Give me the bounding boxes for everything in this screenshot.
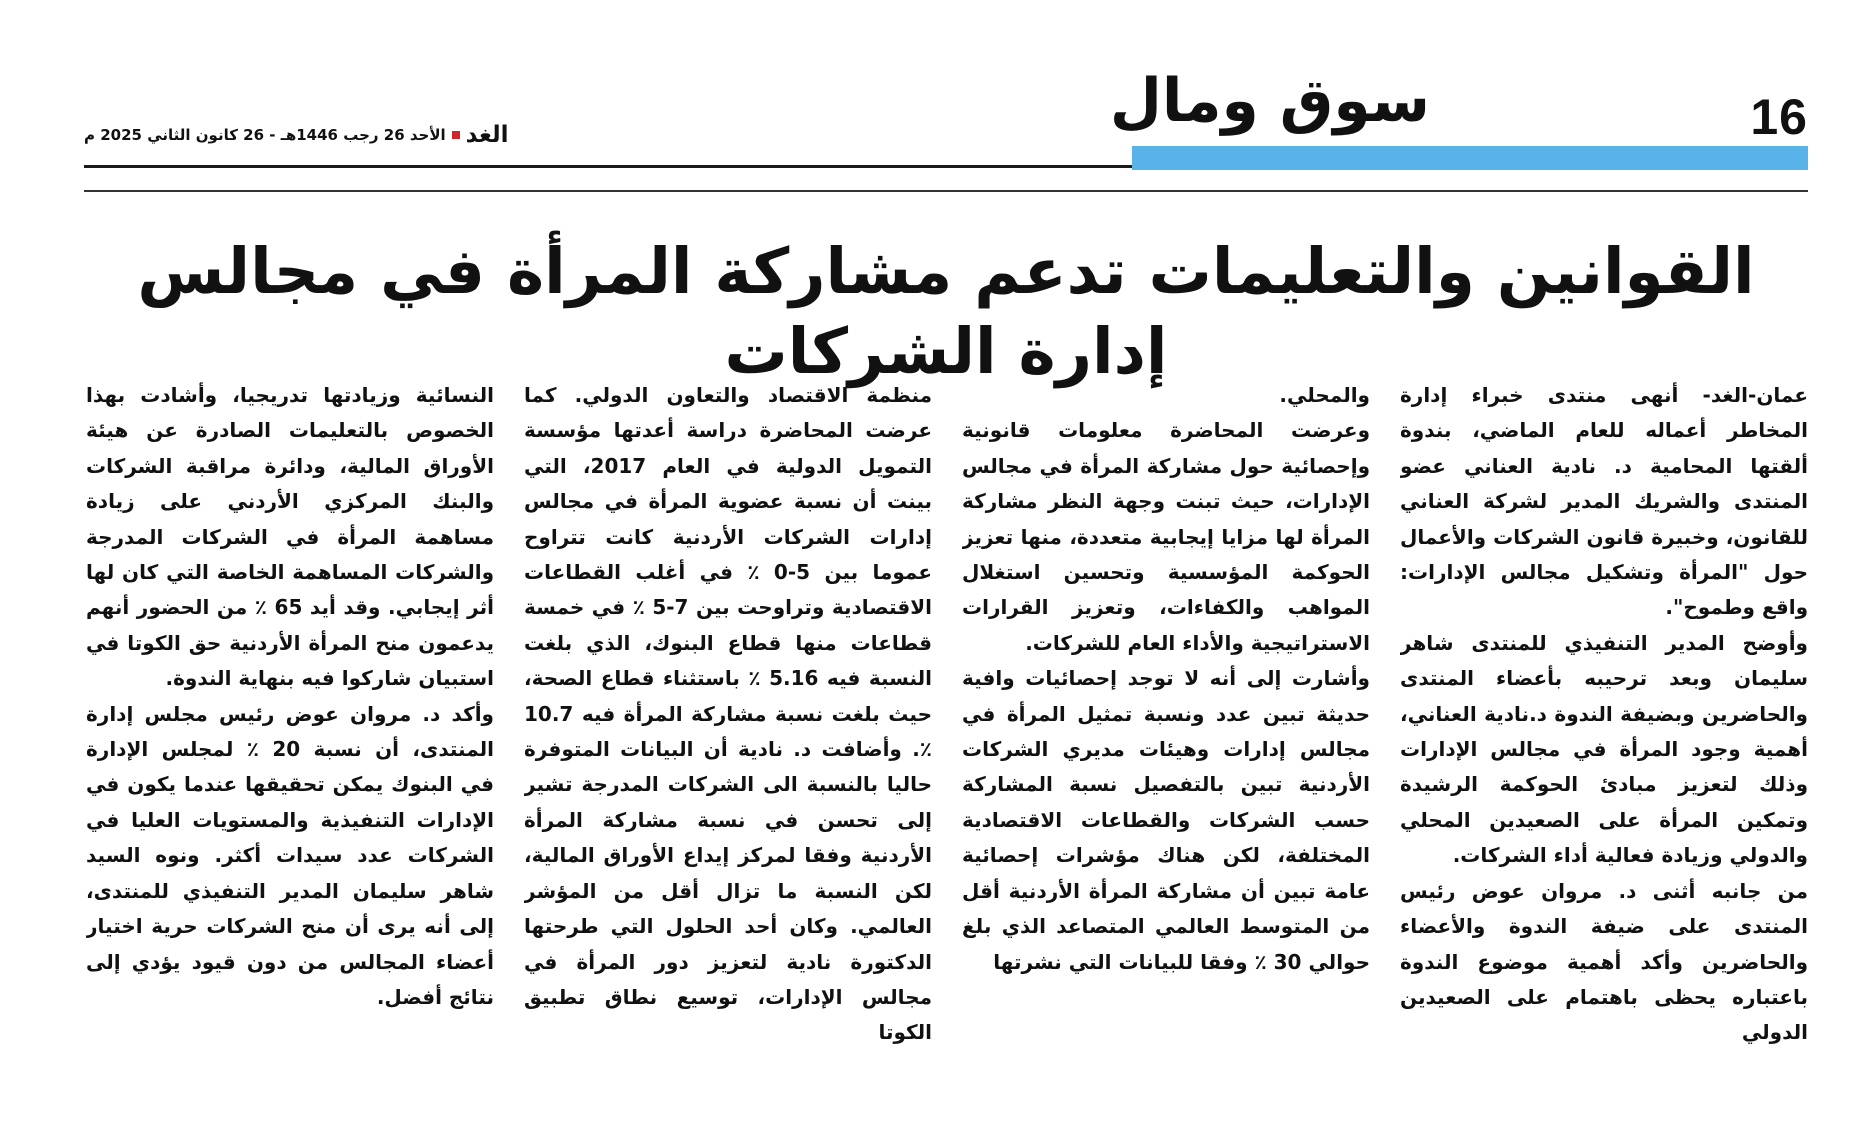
article-column bbox=[86, 378, 494, 1118]
article-body bbox=[84, 378, 1808, 1118]
article-byline: عمان-الغد- bbox=[1702, 383, 1808, 407]
section-color-bar bbox=[1132, 146, 1808, 170]
column-text: منظمة الاقتصاد والتعاون الدولي. كما عرضت المحاضرة دراسة أعدتها مؤسسة التمويل الدولية في العام 2017، التي بينت أن نسبة عضوية المرأة في مجالس إدارات الشركات الأردنية كانت تتراوح عموما بين 5-0 ٪ في أغلب القطاعات الاقتصادية وتراوحت بين 7-5 ٪ في خمسة قطاعات منها قطاع البنوك، الذي بلغت النسبة فيه 5.16 ٪ باستثناء قطاع الصحة، حيث بلغت نسبة مشاركة المرأة فيه 10.7 ٪. وأضافت د. نادية أن البيانات المتوفرة حاليا بالنسبة الى الشركات المدرجة تشير إلى تحسن في نسبة مشاركة المرأة الأردنية وفقا لمركز إيداع الأوراق المالية، لكن النسبة ما تزال أقل من المؤشر العالمي. وكان أحد الحلول التي طرحتها الدكتورة نادية لتعزيز دور المرأة في مجالس الإدارات، توسيع نطاق تطبيق الكوتا bbox=[524, 383, 932, 1045]
article-column bbox=[962, 378, 1370, 1118]
column-text: النسائية وزيادتها تدريجيا، وأشادت بهذا الخصوص بالتعليمات الصادرة عن هيئة الأوراق المالية، ودائرة مراقبة الشركات والبنك المركزي الأردني على زيادة مساهمة المرأة في الشركات المدرجة والشركات المساهمة الخاصة التي كان لها أثر إيجابي. وقد أيد 65 ٪ من الحضور أنهم يدعمون منح المرأة الأردنية حق الكوتا في استبيان شاركوا فيه بنهاية الندوة. وأكد د. مروان عوض رئيس مجلس إدارة المنتدى، أن نسبة 20 ٪ لمجلس الإدارة في البنوك يمكن تحقيقها عندما يكون في الإدارات التنفيذية والمستويات العليا في الشركات عدد سيدات أكثر. ونوه السيد شاهر سليمان المدير التنفيذي للمنتدى، إلى أنه يرى أن منح الشركات حرية اختيار أعضاء المجالس من دون قيود يؤدي إلى نتائج أفضل. bbox=[86, 383, 494, 1009]
header-bottom-rule bbox=[84, 190, 1808, 192]
masthead bbox=[84, 122, 508, 148]
column-text: والمحلي. وعرضت المحاضرة معلومات قانونية وإحصائية حول مشاركة المرأة في مجالس الإدارات، حيث تبنت وجهة النظر مشاركة المرأة لها مزايا إيجابية متعددة، منها تعزيز الحوكمة المؤسسية وتحسين استغلال المواهب والكفاءات، وتعزيز القرارات الاستراتيجية والأداء العام للشركات. وأشارت إلى أنه لا توجد إحصائيات وافية حديثة تبين عدد ونسبة تمثيل المرأة في مجالس إدارات وهيئات مديري الشركات الأردنية تبين بالتفصيل نسبة المشاركة حسب الشركات والقطاعات الاقتصادية المختلفة، لكن هناك مؤشرات إحصائية عامة تبين أن مشاركة المرأة الأردنية أقل من المتوسط العالمي المتصاعد الذي بلغ حوالي 30 ٪ وفقا للبيانات التي نشرتها bbox=[962, 383, 1370, 974]
section-title: سوق ومال bbox=[1109, 66, 1430, 136]
logo-mark-icon bbox=[452, 131, 460, 139]
article-column bbox=[524, 378, 932, 1118]
issue-date: الأحد 26 رجب 1446هـ - 26 كانون الثاني 2025 م bbox=[84, 126, 446, 144]
newspaper-logo: الغد bbox=[465, 122, 509, 148]
article-headline: القوانين والتعليمات تدعم مشاركة المرأة في مجالس إدارة الشركات bbox=[137, 235, 1755, 388]
column-text: أنهى منتدى خبراء إدارة المخاطر أعماله للعام الماضي، بندوة ألقتها المحامية د. نادية العناني عضو المنتدى والشريك المدير لشركة العناني للقانون، وخبيرة قانون الشركات والأعمال حول "المرأة وتشكيل مجالس الإدارات: واقع وطموح". وأوضح المدير التنفيذي للمنتدى شاهر سليمان وبعد ترحيبه بأعضاء المنتدى والحاضرين وبضيفة الندوة د.نادية العناني، أهمية وجود المرأة في مجالس الإدارات وذلك لتعزيز مبادئ الحوكمة الرشيدة وتمكين المرأة على الصعيدين المحلي والدولي وزيادة فعالية أداء الشركات. من جانبه أثنى د. مروان عوض رئيس المنتدى على ضيفة الندوة والأعضاء والحاضرين وأكد أهمية موضوع الندوة باعتباره يحظى باهتمام على الصعيدين الدولي bbox=[1400, 383, 1808, 1045]
header-rule bbox=[84, 165, 1132, 168]
page-number: 16 bbox=[1750, 89, 1808, 145]
article-column bbox=[1400, 378, 1808, 1118]
